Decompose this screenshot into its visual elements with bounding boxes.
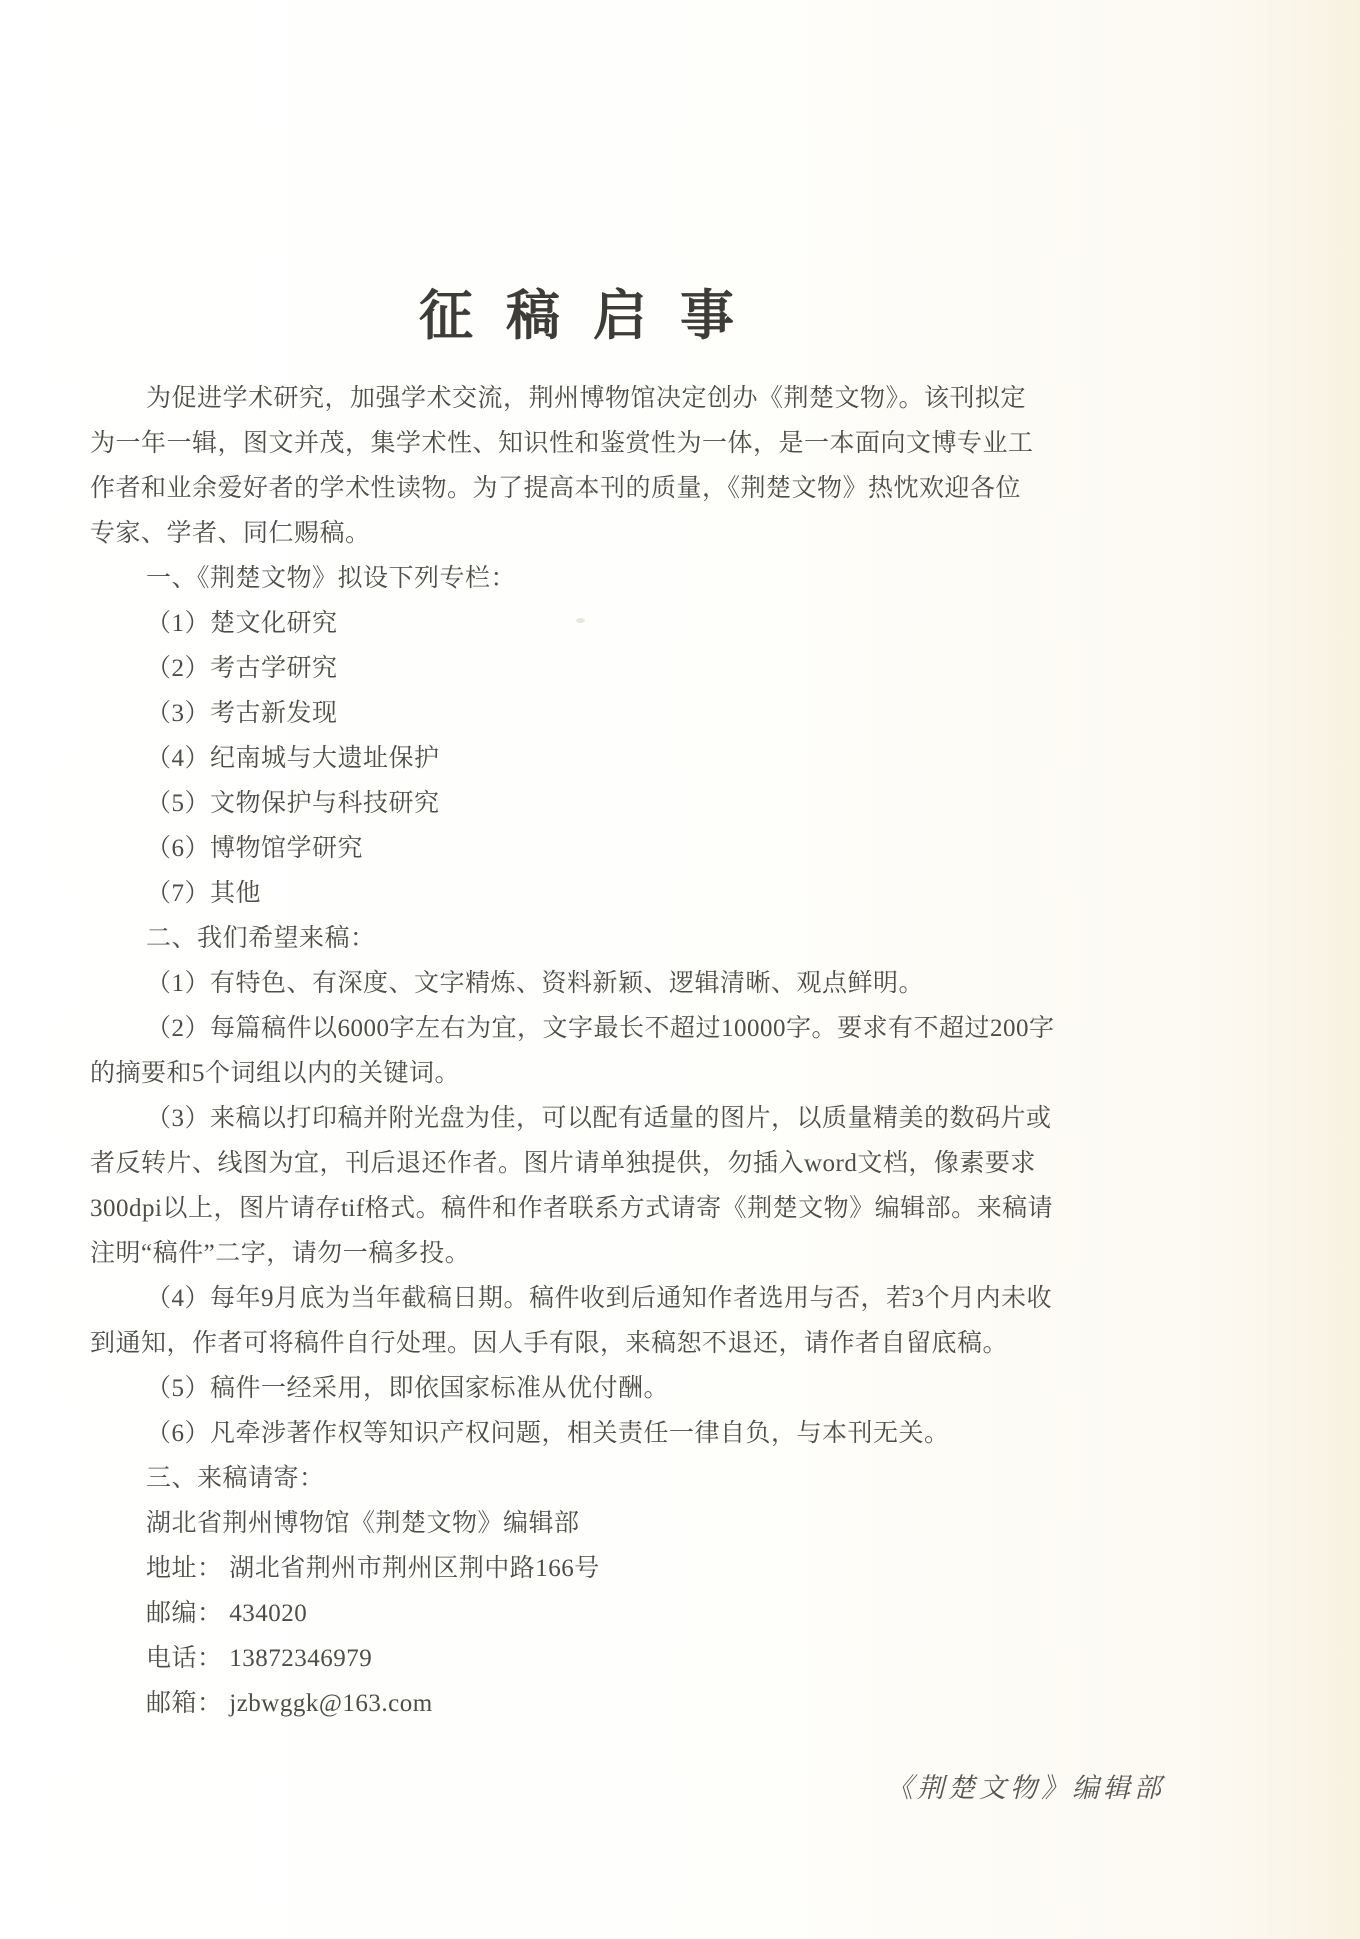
text-line: 注明“稿件”二字，请勿一稿多投。 (90, 1240, 471, 1267)
text-line: （1）有特色、有深度、文字精炼、资料新颖、逻辑清晰、观点鲜明。 (146, 970, 925, 997)
text-line: （3）考古新发现 (146, 700, 338, 727)
text-line: 一、《荆楚文物》拟设下列专栏： (146, 565, 517, 592)
text-line: （1）楚文化研究 (146, 610, 338, 637)
signature: 《荆楚文物》编辑部 (886, 1773, 1165, 1803)
text-line: （7）其他 (146, 880, 262, 907)
text-line: 的摘要和5个词组以内的关键词。 (90, 1060, 461, 1087)
text-line: （5）稿件一经采用，即依国家标准从优付酬。 (146, 1375, 670, 1402)
text-line: （4）每年9月底为当年截稿日期。稿件收到后通知作者选用与否，若3个月内未收 (146, 1285, 1053, 1312)
text-line: 作者和业余爱好者的学术性读物。为了提高本刊的质量，《荆楚文物》热忱欢迎各位 (90, 475, 1022, 502)
page-title: 征稿启事 (419, 286, 767, 347)
text-line: （2）考古学研究 (146, 655, 338, 682)
text-line: 300dpi以上，图片请存tif格式。稿件和作者联系方式请寄《荆楚文物》编辑部。来稿请 (90, 1195, 1054, 1222)
text-line: 专家、学者、同仁赐稿。 (90, 520, 371, 547)
text-line: （4）纪南城与大遗址保护 (146, 745, 440, 772)
text-line: 邮箱： jzbwggk@163.com (146, 1690, 433, 1717)
text-line: 湖北省荆州博物馆《荆楚文物》编辑部 (146, 1510, 580, 1537)
text-line: （2）每篇稿件以6000字左右为宜，文字最长不超过10000字。要求有不超过200字 (146, 1015, 1055, 1042)
text-line: （3）来稿以打印稿并附光盘为佳，可以配有适量的图片，以质量精美的数码片或 (146, 1105, 1052, 1132)
text-line: 者反转片、线图为宜，刊后退还作者。图片请单独提供，勿插入word文档，像素要求 (90, 1150, 1036, 1177)
text-line: 三、来稿请寄： (146, 1465, 325, 1492)
text-line: 为促进学术研究，加强学术交流，荆州博物馆决定创办《荆楚文物》。该刊拟定 (146, 385, 1027, 412)
document-body (90, 376, 1080, 1726)
text-line: 邮编： 434020 (146, 1600, 308, 1627)
text-line: 电话： 13872346979 (146, 1645, 373, 1672)
scan-artifact (576, 618, 585, 623)
text-line: 到通知，作者可将稿件自行处理。因人手有限，来稿恕不退还，请作者自留底稿。 (90, 1330, 1009, 1357)
text-line: 为一年一辑，图文并茂，集学术性、知识性和鉴赏性为一体，是一本面向文博专业工 (90, 430, 1034, 457)
text-line: （5）文物保护与科技研究 (146, 790, 440, 817)
text-line: 二、我们希望来稿： (146, 925, 376, 952)
text-line: （6）凡牵涉著作权等知识产权问题，相关责任一律自负，与本刊无关。 (146, 1420, 950, 1447)
text-line: （6）博物馆学研究 (146, 835, 364, 862)
text-line: 地址： 湖北省荆州市荆州区荆中路166号 (146, 1555, 600, 1582)
